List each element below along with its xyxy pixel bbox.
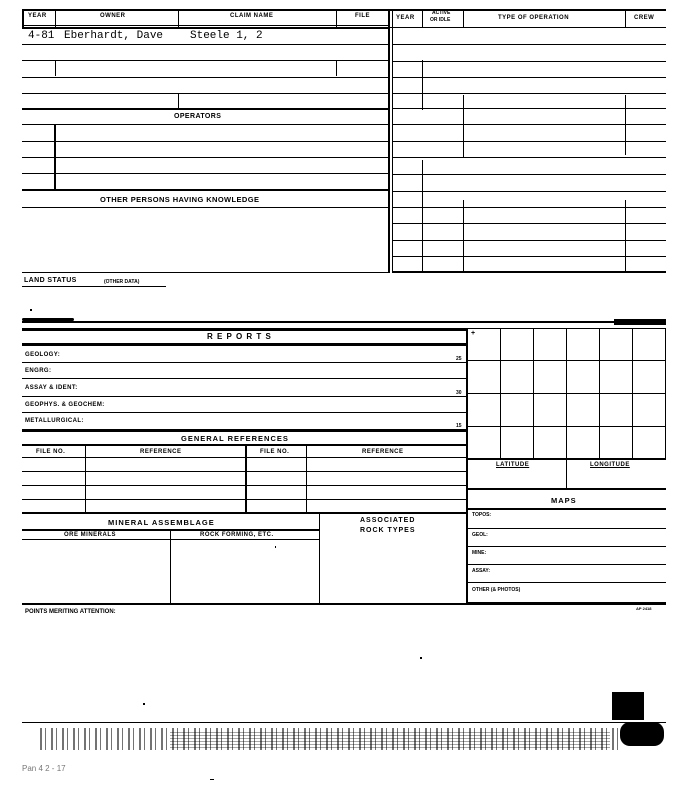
grid-corner-mark: + — [471, 330, 476, 337]
land-status-heading: LAND STATUS — [24, 277, 77, 284]
maps-heading: MAPS — [551, 496, 577, 505]
land-status-subheading: (OTHER DATA) — [104, 279, 140, 285]
associated-rock-types-heading-1: ASSOCIATED — [360, 517, 416, 524]
maps-mine-label: MINE: — [472, 550, 487, 556]
header-file: FILE — [355, 13, 370, 19]
header-year: YEAR — [28, 13, 47, 19]
header-or-idle: OR IDLE — [430, 17, 451, 23]
associated-rock-types-heading-2: ROCK TYPES — [360, 527, 416, 534]
ore-minerals-header: ORE MINERALS — [64, 532, 117, 538]
report-assay-num: 30 — [456, 390, 462, 396]
ref-header-reference-1: REFERENCE — [140, 449, 182, 455]
report-geophys-label: GEOPHYS. & GEOCHEM: — [25, 402, 105, 408]
header-claim-name: CLAIM NAME — [230, 13, 274, 19]
ref-header-reference-2: REFERENCE — [362, 449, 404, 455]
report-assay-label: ASSAY & IDENT: — [25, 385, 78, 391]
header-active: ACTIVE — [432, 10, 451, 16]
header-type-of-operation: TYPE OF OPERATION — [498, 15, 570, 21]
maps-other-label: OTHER (& PHOTOS) — [472, 587, 521, 593]
maps-geol-label: GEOL: — [472, 532, 488, 538]
maps-assay-label: ASSAY: — [472, 568, 491, 574]
reports-heading: R E P O R T S — [207, 332, 272, 341]
operators-heading: OPERATORS — [174, 113, 222, 120]
report-geology-label: GEOLOGY: — [25, 352, 61, 358]
header-year-right: YEAR — [396, 15, 415, 21]
report-metallurgical-num: 15 — [456, 423, 462, 429]
footer-scrawl: Pan 4 2 - 17 — [22, 764, 66, 773]
report-engrg-label: ENGRG: — [25, 368, 52, 374]
ref-header-file-no-1: FILE NO. — [36, 449, 66, 455]
ref-header-file-no-2: FILE NO. — [260, 449, 290, 455]
entry-owner: Eberhardt, Dave — [64, 30, 164, 42]
longitude-label: LONGITUDE — [590, 462, 630, 468]
other-persons-heading: OTHER PERSONS HAVING KNOWLEDGE — [100, 195, 260, 204]
maps-topos-label: TOPOS: — [472, 512, 492, 518]
entry-claim: Steele 1, 2 — [190, 30, 263, 42]
report-geology-num: 25 — [456, 356, 462, 362]
points-meriting-attention-label: POINTS MERITING ATTENTION: — [25, 609, 116, 615]
report-metallurgical-label: METALLURGICAL: — [25, 418, 84, 424]
mineral-assemblage-heading: MINERAL ASSEMBLAGE — [108, 518, 215, 527]
header-owner: OWNER — [100, 13, 126, 19]
latitude-label: LATITUDE — [496, 462, 530, 468]
rock-forming-header: ROCK FORMING, ETC. — [200, 532, 274, 538]
header-crew: CREW — [634, 15, 655, 21]
form-code: AP 2418 — [636, 606, 652, 611]
general-references-heading: GENERAL REFERENCES — [181, 434, 289, 443]
entry-date: 4-81 — [28, 30, 55, 42]
